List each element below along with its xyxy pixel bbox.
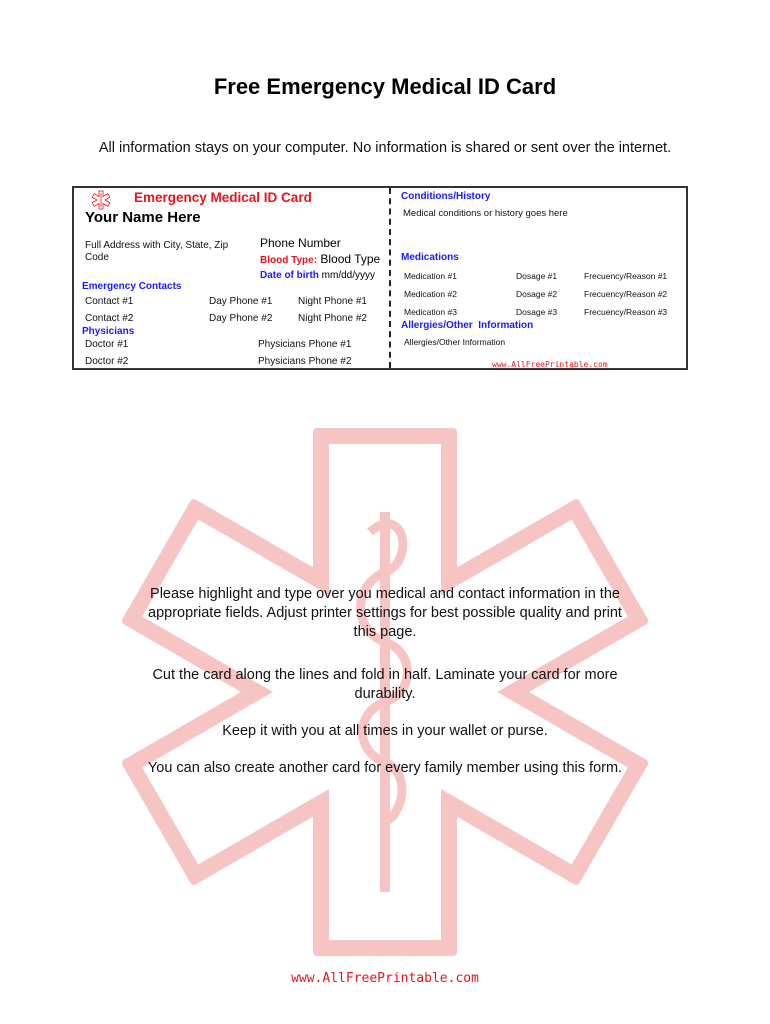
instruction-1: Please highlight and type over you medical and contact information in the appropriate fields. Adjust printer settings for best possible quality and print this page.	[148, 586, 622, 640]
medication-1-dosage[interactable]: Dosage #1	[516, 271, 558, 281]
name-field[interactable]: Your Name Here	[85, 209, 201, 226]
medication-1-frequency[interactable]: Frecuency/Reason #1	[584, 271, 668, 281]
contact-2-night-phone[interactable]: Night Phone #2	[298, 313, 367, 324]
allergies-field[interactable]: Allergies/Other Information	[404, 337, 506, 347]
instruction-4: You can also create another card for every family member using this form.	[147, 760, 623, 776]
privacy-note: All information stays on your computer. No information is shared or sent over the internet.	[98, 140, 672, 156]
allergies-heading: Allergies/Other Information	[401, 320, 534, 331]
emergency-contacts-heading: Emergency Contacts	[82, 281, 182, 292]
card-heading: Emergency Medical ID Card	[134, 190, 312, 205]
blood-type-field[interactable]: Blood Type	[320, 252, 381, 266]
medication-2-name[interactable]: Medication #2	[404, 289, 457, 299]
instruction-2: Cut the card along the lines and fold in half. Laminate your card for more durability.	[152, 667, 618, 702]
medication-3-name[interactable]: Medication #3	[404, 307, 457, 317]
blood-type-label: Blood Type:	[260, 255, 318, 266]
medications-heading: Medications	[401, 252, 459, 263]
medication-1-name[interactable]: Medication #1	[404, 271, 457, 281]
doctor-1-name[interactable]: Doctor #1	[85, 339, 129, 350]
fold-line	[389, 188, 391, 368]
instructions	[0, 585, 770, 778]
doctor-2-phone[interactable]: Physicians Phone #2	[258, 356, 352, 367]
contact-2-name[interactable]: Contact #2	[85, 313, 134, 324]
medication-3-dosage[interactable]: Dosage #3	[516, 307, 558, 317]
phone-field[interactable]: Phone Number	[260, 236, 341, 250]
contact-1-name[interactable]: Contact #1	[85, 296, 134, 307]
medication-2-frequency[interactable]: Frecuency/Reason #2	[584, 289, 668, 299]
address-field[interactable]: Full Address with City, State, Zip Code	[85, 240, 229, 263]
conditions-heading: Conditions/History	[401, 191, 491, 202]
instruction-3: Keep it with you at all times in your wallet or purse.	[222, 723, 548, 739]
medication-2-dosage[interactable]: Dosage #2	[516, 289, 558, 299]
dob-field[interactable]: mm/dd/yyyy	[321, 270, 376, 281]
contact-1-night-phone[interactable]: Night Phone #1	[298, 296, 367, 307]
dob-label: Date of birth	[260, 270, 319, 281]
page-title: Free Emergency Medical ID Card	[213, 74, 557, 99]
contact-1-day-phone[interactable]: Day Phone #1	[209, 296, 273, 307]
conditions-field[interactable]: Medical conditions or history goes here	[403, 208, 568, 219]
physicians-heading: Physicians	[82, 326, 135, 337]
footer-website-url: www.AllFreePrintable.com	[291, 971, 479, 986]
card-website-url: www.AllFreePrintable.com	[492, 360, 608, 369]
contact-2-day-phone[interactable]: Day Phone #2	[209, 313, 273, 324]
star-of-life-icon	[90, 190, 112, 210]
doctor-1-phone[interactable]: Physicians Phone #1	[258, 339, 352, 350]
medication-3-frequency[interactable]: Frecuency/Reason #3	[584, 307, 668, 317]
doctor-2-name[interactable]: Doctor #2	[85, 356, 129, 367]
